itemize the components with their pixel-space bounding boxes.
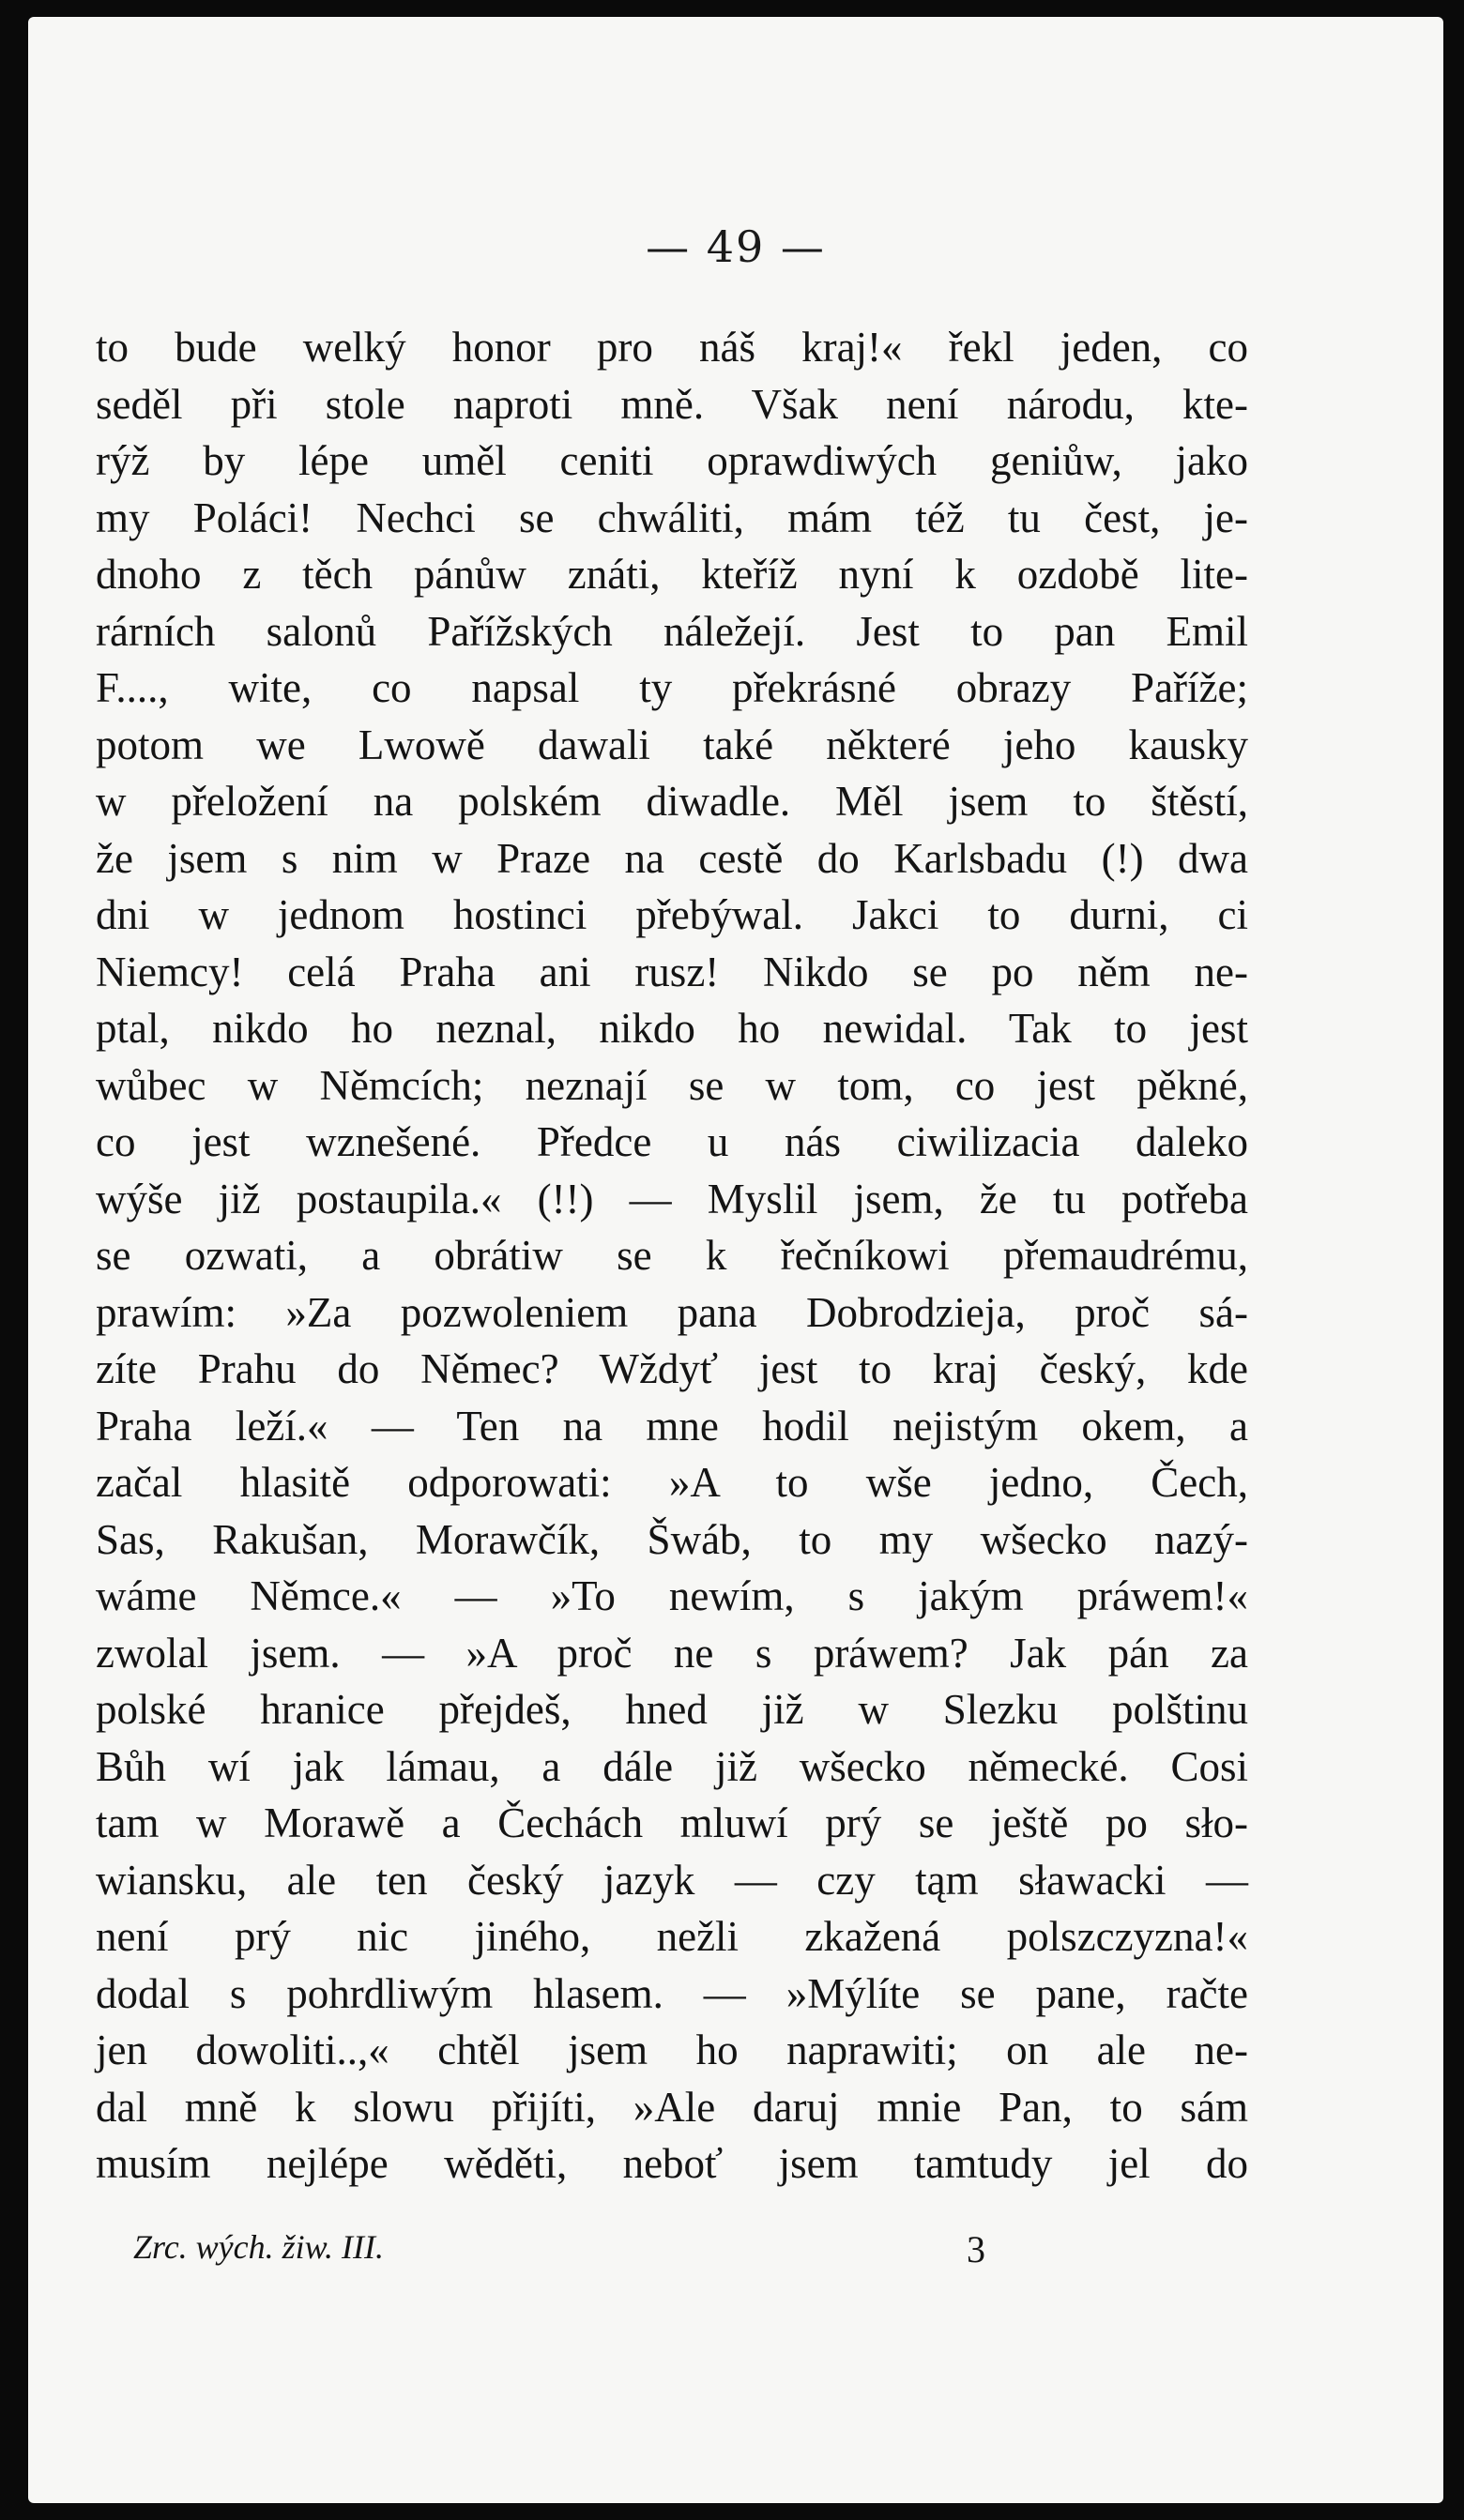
text-line: Niemcy! celá Praha ani rusz! Nikdo se po něm ne- xyxy=(96,948,1248,995)
text-line: rárních salonů Pařížských náležejí. Jest to pan Emil xyxy=(96,607,1248,655)
text-line: my Poláci! Nechci se chwáliti, mám též tu čest, je- xyxy=(96,493,1248,541)
text-line: dni w jednom hostinci přebýwal. Jakci to durni, ci xyxy=(96,891,1248,938)
gathering-number: 3 xyxy=(967,2228,985,2270)
text-line: Bůh wí jak lámau, a dále již wšecko německé. Cosi xyxy=(96,1742,1248,1790)
text-line: wiansku, ale ten český jazyk — czy tąm sławacki — xyxy=(96,1856,1248,1904)
text-line: to bude welký honor pro náš kraj!« řekl jeden, co xyxy=(96,324,1248,371)
text-line: zíte Prahu do Němec? Wždyť jest to kraj český, kde xyxy=(96,1345,1248,1392)
text-line: wáme Němce.« — »To newím, s jakým práwem!« xyxy=(96,1572,1248,1619)
text-line: seděl při stole naproti mně. Však není národu, kte- xyxy=(96,380,1248,428)
text-line: polské hranice přejdeš, hned již w Slezku polštinu xyxy=(96,1686,1248,1733)
text-line: dnoho z těch pánůw znáti, kteříž nyní k ozdobě lite- xyxy=(96,551,1248,598)
text-line: jen dowoliti..,« chtěl jsem ho naprawiti; on ale ne- xyxy=(96,2027,1248,2073)
text-line: co jest wznešené. Předce u nás ciwilizacia daleko xyxy=(96,1118,1248,1165)
text-line: tam w Morawě a Čechách mluwí prý se ještě po sło- xyxy=(96,1799,1248,1846)
text-line: wůbec w Němcích; neznají se w tom, co jest pěkné, xyxy=(96,1061,1248,1109)
page-number: — 49 — xyxy=(646,221,826,272)
text-line: F...., wite, co napsal ty překrásné obrazy Paříže; xyxy=(96,664,1248,711)
text-line: se ozwati, a obrátiw se k řečníkowi přemaudrému, xyxy=(96,1232,1248,1279)
text-line: Praha leží.« — Ten na mne hodil nejistým okem, a xyxy=(96,1402,1248,1450)
text-line: prawím: »Za pozwoleniem pana Dobrodzieja, proč sá- xyxy=(96,1288,1248,1336)
text-line: w přeložení na polském diwadle. Měl jsem to štěstí, xyxy=(96,778,1248,825)
text-line: wýše již postaupila.« (!!) — Myslil jsem, že tu potřeba xyxy=(96,1175,1248,1222)
text-line: začal hlasitě odporowati: »A to wše jedno, Čech, xyxy=(96,1459,1248,1506)
text-line: zwolal jsem. — »A proč ne s práwem? Jak pán za xyxy=(96,1629,1248,1677)
text-line: rýž by lépe uměl ceniti oprawdiwých geniůw, jako xyxy=(96,437,1248,484)
text-line: Sas, Rakušan, Morawčík, Šwáb, to my wšecko nazý- xyxy=(96,1515,1248,1563)
text-line: dodal s pohrdliwým hlasem. — »Mýlíte se pane, račte xyxy=(96,1969,1248,2017)
text-line: dal mně k slowu přijíti, »Ale daruj mnie Pan, to sám xyxy=(96,2083,1248,2131)
text-line: musím nejlépe wěděti, neboť jsem tamtudy jel do xyxy=(96,2140,1248,2187)
signature-mark: Zrc. wých. žiw. III. xyxy=(133,2228,384,2266)
book-page xyxy=(28,17,1443,2503)
body-text xyxy=(96,319,1248,2193)
text-line: že jsem s nim w Praze na cestě do Karlsbadu (!) dwa xyxy=(96,834,1248,882)
text-line: není prý nic jiného, nežli zkažená polszczyzna!« xyxy=(96,1913,1248,1960)
text-line: ptal, nikdo ho neznal, nikdo ho newidal. Tak to jest xyxy=(96,1005,1248,1052)
text-line: potom we Lwowě dawali také některé jeho kausky xyxy=(96,721,1248,768)
